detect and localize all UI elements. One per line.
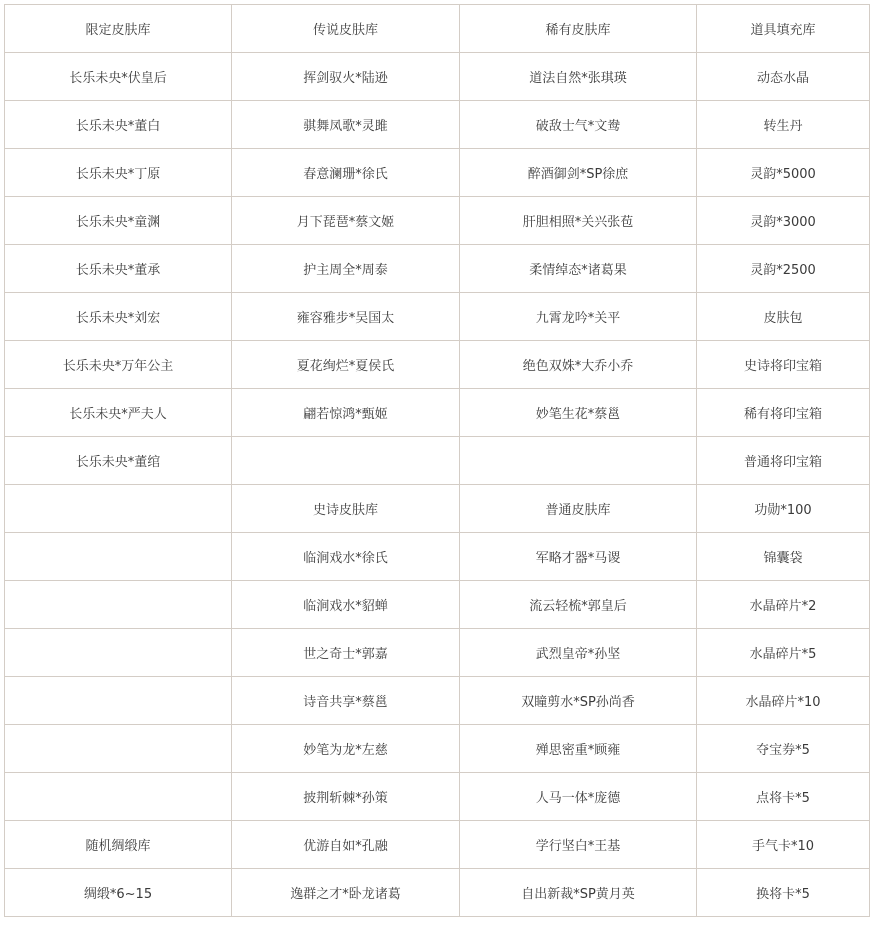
table-cell: 双瞳剪水*SP孙尚香 — [460, 677, 697, 725]
table-cell: 月下琵琶*蔡文姬 — [232, 197, 460, 245]
table-cell: 普通皮肤库 — [460, 485, 697, 533]
table-cell: 长乐未央*刘宏 — [5, 293, 232, 341]
table-cell: 优游自如*孔融 — [232, 821, 460, 869]
table-cell: 皮肤包 — [697, 293, 870, 341]
table-cell: 绸缎*6~15 — [5, 869, 232, 917]
table-cell: 长乐未央*童渊 — [5, 197, 232, 245]
table-cell: 军略才器*马谡 — [460, 533, 697, 581]
table-row — [5, 773, 870, 821]
table-row — [5, 101, 870, 149]
table-cell: 长乐未央*严夫人 — [5, 389, 232, 437]
table-cell: 手气卡*10 — [697, 821, 870, 869]
table-cell — [5, 581, 232, 629]
table-cell: 水晶碎片*5 — [697, 629, 870, 677]
table-row — [5, 485, 870, 533]
table-cell — [5, 533, 232, 581]
table-cell: 临涧戏水*徐氏 — [232, 533, 460, 581]
table-body — [5, 5, 870, 917]
table-cell: 史诗皮肤库 — [232, 485, 460, 533]
table-row — [5, 293, 870, 341]
table-row — [5, 245, 870, 293]
table-cell: 长乐未央*董绾 — [5, 437, 232, 485]
table-cell: 稀有将印宝箱 — [697, 389, 870, 437]
table-cell: 破敌士气*文鸯 — [460, 101, 697, 149]
table-row — [5, 149, 870, 197]
table-cell — [5, 725, 232, 773]
table-row — [5, 389, 870, 437]
table-cell: 醉酒御剑*SP徐庶 — [460, 149, 697, 197]
table-cell: 普通将印宝箱 — [697, 437, 870, 485]
table-cell: 妙笔生花*蔡邕 — [460, 389, 697, 437]
table-cell: 自出新裁*SP黄月英 — [460, 869, 697, 917]
table-cell: 灵韵*2500 — [697, 245, 870, 293]
table-cell: 长乐未央*万年公主 — [5, 341, 232, 389]
table-cell: 道法自然*张琪瑛 — [460, 53, 697, 101]
table-row — [5, 53, 870, 101]
table-cell: 骐舞凤歌*灵雎 — [232, 101, 460, 149]
table-cell: 流云轻梳*郭皇后 — [460, 581, 697, 629]
table-cell: 临涧戏水*貂蝉 — [232, 581, 460, 629]
table-cell: 灵韵*5000 — [697, 149, 870, 197]
table-cell: 绝色双姝*大乔小乔 — [460, 341, 697, 389]
table-row — [5, 533, 870, 581]
table-cell: 功勋*100 — [697, 485, 870, 533]
table-cell: 翩若惊鸿*甄姬 — [232, 389, 460, 437]
table-cell: 水晶碎片*2 — [697, 581, 870, 629]
table-cell: 诗音共享*蔡邕 — [232, 677, 460, 725]
table-row — [5, 821, 870, 869]
table-cell: 夺宝券*5 — [697, 725, 870, 773]
table-cell: 转生丹 — [697, 101, 870, 149]
table-cell: 换将卡*5 — [697, 869, 870, 917]
table-cell: 护主周全*周泰 — [232, 245, 460, 293]
table-cell: 武烈皇帝*孙坚 — [460, 629, 697, 677]
table-cell: 限定皮肤库 — [5, 5, 232, 53]
table-cell: 灵韵*3000 — [697, 197, 870, 245]
skin-pool-table — [4, 4, 870, 917]
table-cell: 人马一体*庞德 — [460, 773, 697, 821]
table-cell: 传说皮肤库 — [232, 5, 460, 53]
table-row — [5, 341, 870, 389]
table-cell: 学行坚白*王基 — [460, 821, 697, 869]
table-cell: 九霄龙吟*关平 — [460, 293, 697, 341]
table-cell: 点将卡*5 — [697, 773, 870, 821]
table-cell: 逸群之才*卧龙诸葛 — [232, 869, 460, 917]
table-cell: 夏花绚烂*夏侯氏 — [232, 341, 460, 389]
table-row — [5, 869, 870, 917]
table-row — [5, 581, 870, 629]
table-cell: 雍容雅步*吴国太 — [232, 293, 460, 341]
table-row — [5, 437, 870, 485]
table-cell — [5, 485, 232, 533]
table-cell: 长乐未央*丁原 — [5, 149, 232, 197]
table-row — [5, 629, 870, 677]
table-cell: 水晶碎片*10 — [697, 677, 870, 725]
table-cell — [5, 629, 232, 677]
table-cell: 披荆斩棘*孙策 — [232, 773, 460, 821]
table-cell: 长乐未央*董白 — [5, 101, 232, 149]
table-cell: 长乐未央*伏皇后 — [5, 53, 232, 101]
table-row — [5, 197, 870, 245]
table-cell — [5, 773, 232, 821]
table-cell: 世之奇士*郭嘉 — [232, 629, 460, 677]
table-cell: 锦囊袋 — [697, 533, 870, 581]
table-row — [5, 677, 870, 725]
table-cell: 稀有皮肤库 — [460, 5, 697, 53]
table-cell — [460, 437, 697, 485]
table-cell — [5, 677, 232, 725]
table-cell: 春意澜珊*徐氏 — [232, 149, 460, 197]
table-cell: 妙笔为龙*左慈 — [232, 725, 460, 773]
table-cell: 柔情绰态*诸葛果 — [460, 245, 697, 293]
table-row — [5, 725, 870, 773]
table-row — [5, 5, 870, 53]
table-cell: 史诗将印宝箱 — [697, 341, 870, 389]
table-cell: 动态水晶 — [697, 53, 870, 101]
table-cell: 道具填充库 — [697, 5, 870, 53]
table-cell — [232, 437, 460, 485]
table-cell: 肝胆相照*关兴张苞 — [460, 197, 697, 245]
table-cell: 随机绸缎库 — [5, 821, 232, 869]
table-cell: 挥剑驭火*陆逊 — [232, 53, 460, 101]
table-cell: 长乐未央*董承 — [5, 245, 232, 293]
table-cell: 殚思密重*顾雍 — [460, 725, 697, 773]
